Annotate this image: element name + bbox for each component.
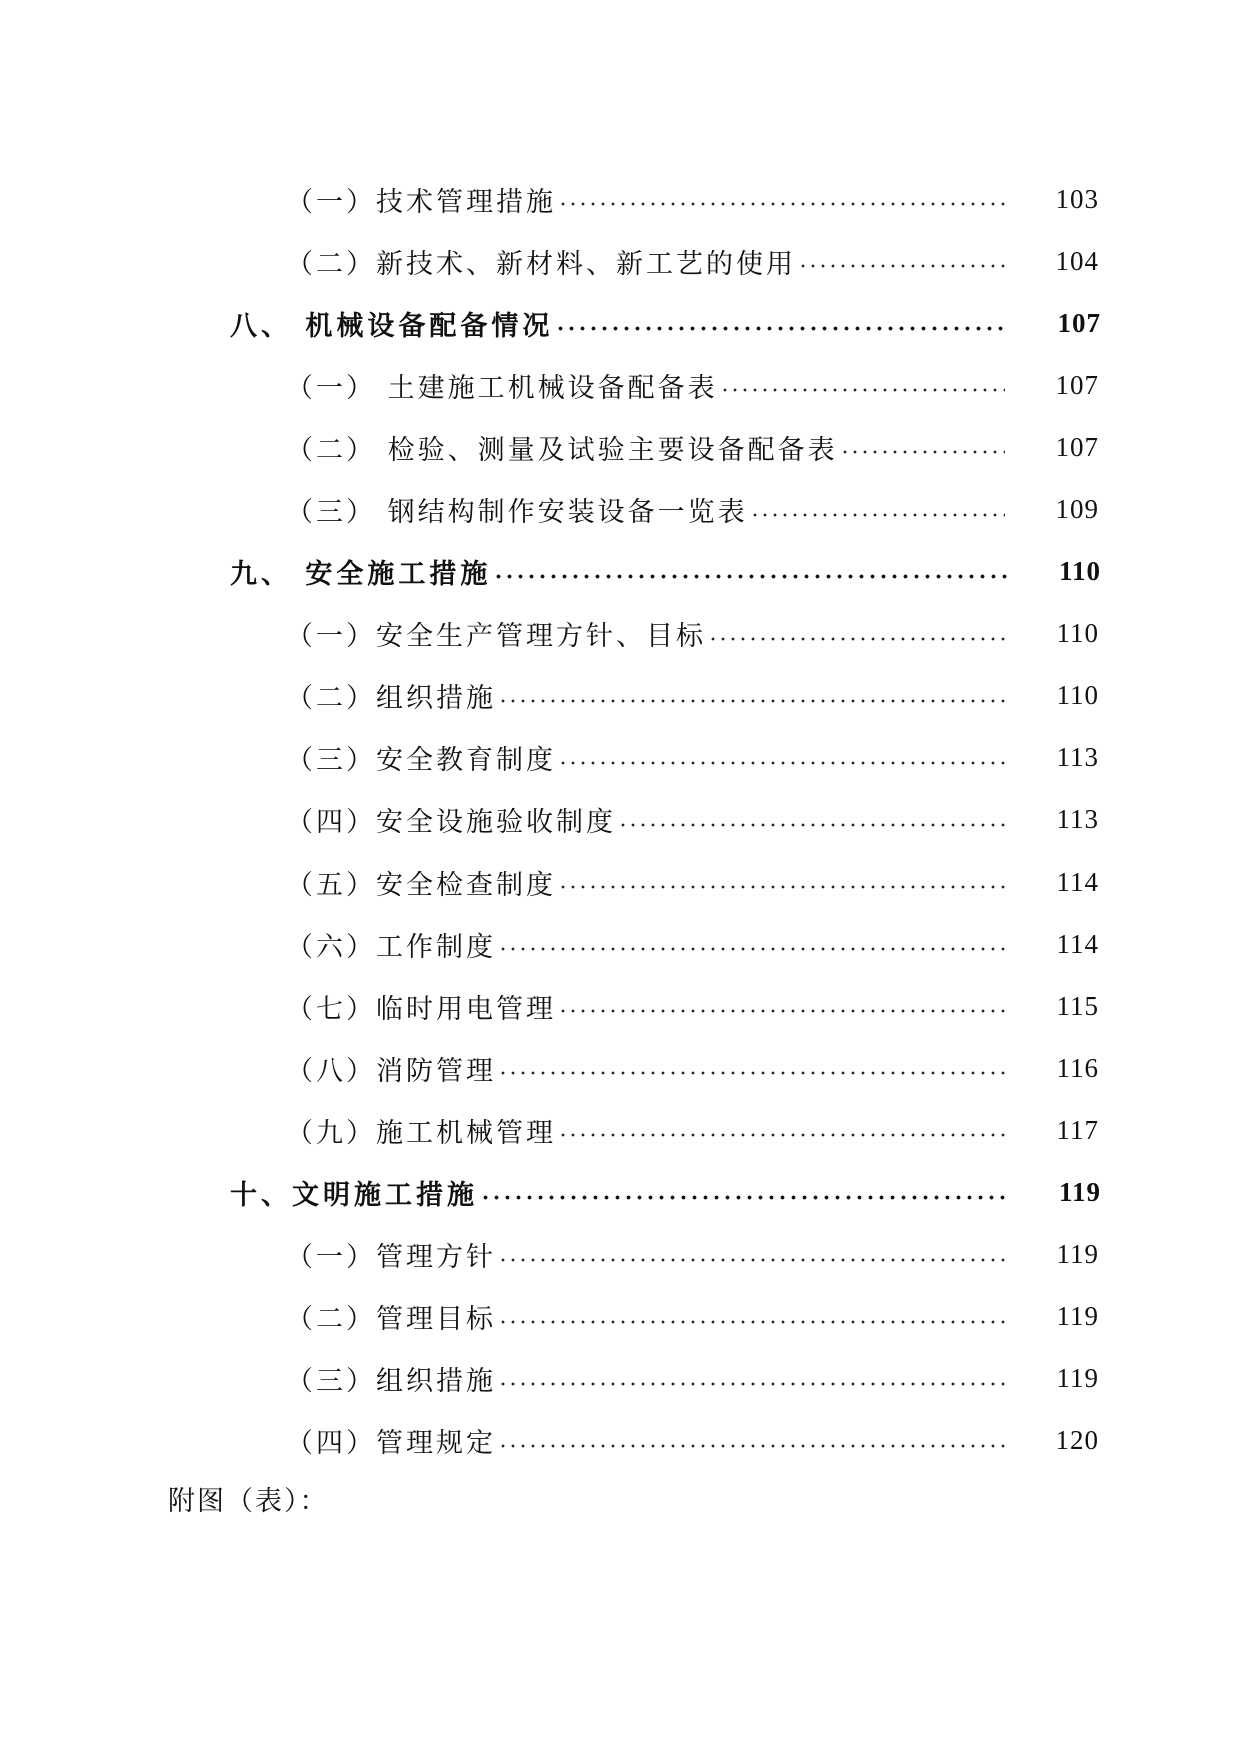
toc-page-number: 109	[1055, 494, 1099, 525]
toc-dot-leader	[558, 761, 1005, 765]
toc-entry-title: 十、文明施工措施	[230, 1180, 478, 1212]
toc-page-number: 103	[1055, 183, 1099, 214]
toc-dot-leader	[498, 947, 1005, 951]
toc-entry-title: （三） 钢结构制作安装设备一览表	[286, 497, 748, 529]
toc-page-number: 110	[1056, 618, 1099, 649]
toc-dot-leader	[708, 637, 1005, 641]
toc-page-number: 110	[1056, 680, 1099, 711]
toc-entry-title: （一）安全生产管理方针、目标	[286, 621, 706, 653]
toc-dot-leader	[558, 202, 1005, 206]
toc-dot-leader	[498, 1071, 1005, 1075]
toc-entry-title: （三）安全教育制度	[286, 745, 556, 777]
toc-dot-leader	[618, 823, 1005, 827]
toc-page-number: 119	[1056, 1363, 1099, 1394]
toc-page-number: 120	[1055, 1425, 1099, 1456]
toc-section-entry[interactable]	[0, 478, 1241, 540]
toc-dot-leader	[720, 388, 1005, 392]
toc-chapter-entry[interactable]	[0, 1162, 1241, 1224]
toc-page-number: 119	[1056, 1239, 1099, 1270]
toc-page-number: 107	[1055, 369, 1099, 400]
toc-page-number: 104	[1055, 245, 1099, 276]
toc-section-entry[interactable]	[0, 975, 1241, 1037]
toc-entry-title: （九）施工机械管理	[286, 1117, 556, 1149]
toc-chapter-entry[interactable]	[0, 541, 1241, 603]
toc-page-number: 114	[1056, 928, 1099, 959]
toc-dot-leader	[498, 1258, 1005, 1262]
toc-entry-title: （二）新技术、新材料、新工艺的使用	[286, 248, 796, 280]
toc-entry-title: （八）消防管理	[286, 1055, 496, 1087]
toc-page-number: 119	[1056, 1301, 1099, 1332]
toc-entry-title: （四）管理规定	[286, 1428, 496, 1460]
toc-dot-leader	[555, 326, 1007, 331]
toc-page-number: 114	[1056, 866, 1099, 897]
toc-page-number: 119	[1058, 1177, 1101, 1208]
toc-dot-leader	[750, 513, 1005, 517]
toc-entry-title: （二）管理目标	[286, 1304, 496, 1336]
toc-dot-leader	[498, 699, 1005, 703]
toc-section-entry[interactable]	[0, 665, 1241, 727]
toc-entry-title: 九、 安全施工措施	[230, 559, 492, 591]
toc-chapter-entry[interactable]	[0, 292, 1241, 354]
toc-section-entry[interactable]	[0, 354, 1241, 416]
toc-section-entry[interactable]	[0, 1348, 1241, 1410]
toc-section-entry[interactable]	[0, 1224, 1241, 1286]
toc-page-number: 107	[1057, 307, 1101, 338]
toc-dot-leader	[558, 885, 1005, 889]
appendix-label: 附图（表）：	[168, 1486, 329, 1517]
toc-entry-title: （二）组织措施	[286, 683, 496, 715]
toc-section-entry[interactable]	[0, 789, 1241, 851]
toc-section-entry[interactable]	[0, 1410, 1241, 1472]
toc-dot-leader	[480, 1195, 1007, 1200]
toc-entry-title: （七）临时用电管理	[286, 993, 556, 1025]
toc-dot-leader	[558, 1009, 1005, 1013]
toc-entry-title: （五）安全检查制度	[286, 869, 556, 901]
toc-entry-title: （一）技术管理措施	[286, 186, 556, 218]
toc-entry-title: （二） 检验、测量及试验主要设备配备表	[286, 434, 838, 466]
toc-section-entry[interactable]	[0, 416, 1241, 478]
toc-page-number: 107	[1055, 431, 1099, 462]
toc-page-number: 113	[1056, 804, 1099, 835]
toc-page-number: 117	[1056, 1114, 1099, 1145]
toc-page-number: 115	[1056, 990, 1099, 1021]
toc-entry-title: （一）管理方针	[286, 1242, 496, 1274]
toc-page-number: 113	[1056, 742, 1099, 773]
toc-section-entry[interactable]	[0, 913, 1241, 975]
toc-entry-title: （三）组织措施	[286, 1366, 496, 1398]
toc-dot-leader	[493, 574, 1007, 579]
toc-section-entry[interactable]	[0, 230, 1241, 292]
toc-page-number: 110	[1058, 556, 1101, 587]
toc-section-entry[interactable]	[0, 1037, 1241, 1099]
toc-entry-title: （四）安全设施验收制度	[286, 807, 616, 839]
toc-dot-leader	[798, 264, 1005, 268]
toc-entry-title: 八、 机械设备配备情况	[230, 310, 554, 342]
toc-section-entry[interactable]	[0, 727, 1241, 789]
toc-entry-title: （一） 土建施工机械设备配备表	[286, 372, 718, 404]
toc-dot-leader	[840, 450, 1005, 454]
toc-section-entry[interactable]	[0, 1286, 1241, 1348]
toc-section-entry[interactable]	[0, 851, 1241, 913]
toc-dot-leader	[498, 1444, 1005, 1448]
toc-section-entry[interactable]	[0, 168, 1241, 230]
toc-page-number: 116	[1056, 1052, 1099, 1083]
toc-dot-leader	[498, 1320, 1005, 1324]
table-of-contents	[0, 168, 1241, 1472]
toc-section-entry[interactable]	[0, 1099, 1241, 1161]
toc-section-entry[interactable]	[0, 603, 1241, 665]
toc-dot-leader	[498, 1382, 1005, 1386]
toc-entry-title: （六）工作制度	[286, 931, 496, 963]
toc-dot-leader	[558, 1133, 1005, 1137]
